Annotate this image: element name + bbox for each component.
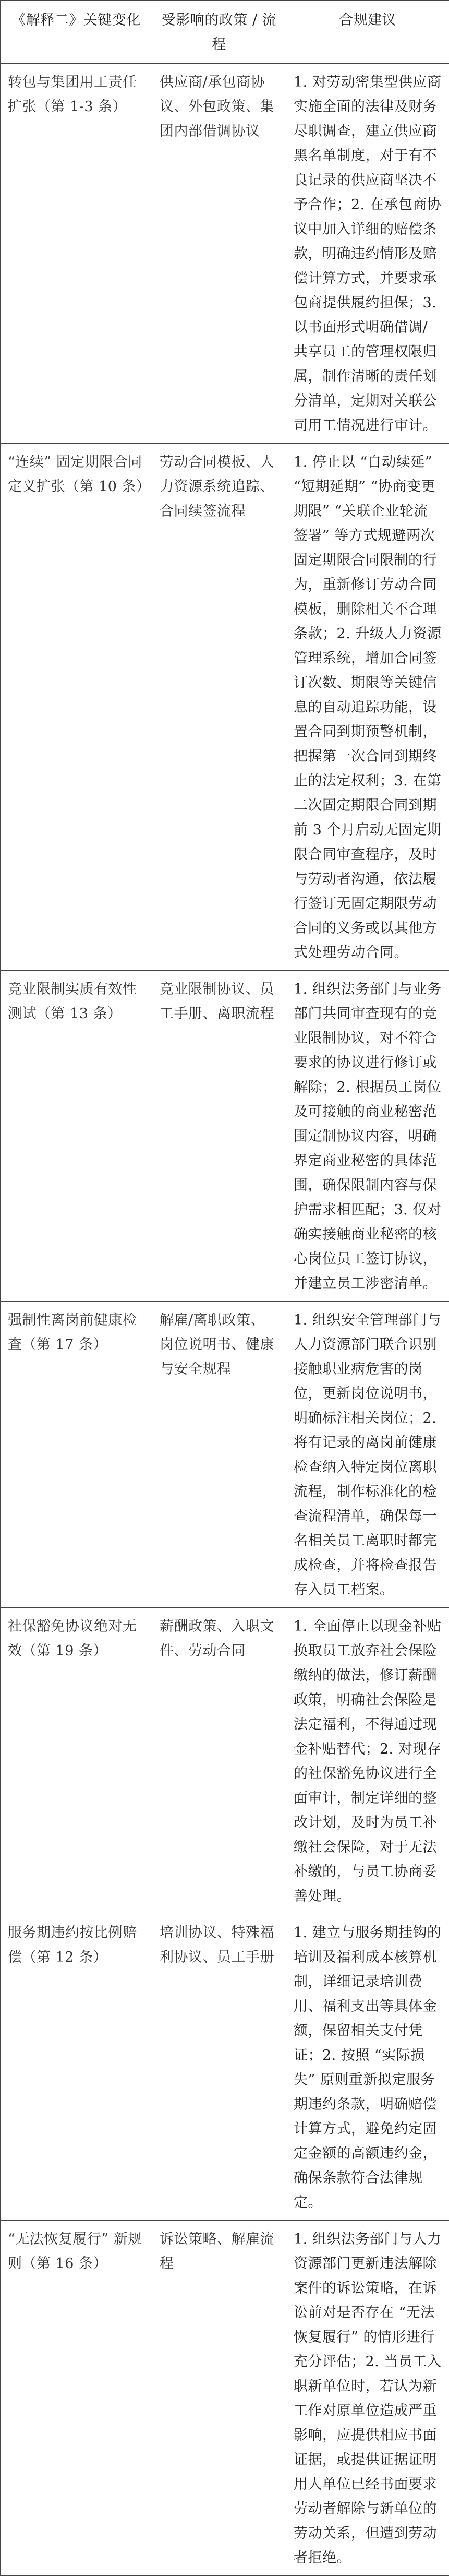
cell-affected-policy: 供应商/承包商协议、外包政策、集团内部借调协议 xyxy=(152,64,286,444)
cell-affected-policy: 培训协议、特殊福利协议、员工手册 xyxy=(152,1914,286,2221)
cell-key-change: 转包与集团用工责任扩张（第 1-3 条） xyxy=(1,64,152,444)
cell-key-change: 强制性离岗前健康检查（第 17 条） xyxy=(1,1302,152,1608)
cell-affected-policy: 薪酬政策、入职文件、劳动合同 xyxy=(152,1608,286,1914)
cell-compliance-advice: 1. 全面停止以现金补贴换取员工放弃社会保险缴纳的做法，修订薪酬政策，明确社会保险是法定福利，不得通过现金补贴替代；2. 对现存的社保豁免协议进行全面审计，制定详细的整改计划，及时为员工补缴社会保险，对于无法补缴的，与员工协商妥善处理。 xyxy=(286,1608,449,1914)
table-row xyxy=(1,1608,449,1914)
table-row xyxy=(1,444,449,971)
header-compliance-advice: 合规建议 xyxy=(286,1,449,64)
cell-compliance-advice: 1. 组织法务部门与人力资源部门更新违法解除案件的诉讼策略，在诉讼前对是否存在 “无法恢复履行” 的情形进行充分评估；2. 当员工入职新单位时，若认为新工作对原单位造成严重影响，应提供相应书面证据，或提供证据证明用人单位已经书面要求劳动者解除与新单位的劳动关系，但遭到劳动者拒绝。 xyxy=(286,2221,449,2576)
cell-key-change: “连续” 固定期限合同定义扩张（第 10 条） xyxy=(1,444,152,971)
cell-affected-policy: 诉讼策略、解雇流程 xyxy=(152,2221,286,2576)
cell-affected-policy: 解雇/离职政策、岗位说明书、健康与安全规程 xyxy=(152,1302,286,1608)
table-row xyxy=(1,2221,449,2576)
cell-key-change: “无法恢复履行” 新规则（第 16 条） xyxy=(1,2221,152,2576)
header-key-change: 《解释二》关键变化 xyxy=(1,1,152,64)
cell-compliance-advice: 1. 停止以 “自动续延” “短期延期” “协商变更期限” “关联企业轮流签署” 等方式规避两次固定期限合同限制的行为，重新修订劳动合同模板，删除相关不合理条款；2. 升级人力资源管理系统，增加合同签订次数、期限等关键信息的自动追踪功能，设置合同到期预警机制，把握第一次合同到期终止的法定权利；3. 在第二次固定期限合同到期前 3 个月启动无固定期限合同审查程序，及时与劳动者沟通，依法履行签订无固定期限劳动合同的义务或以其他方式处理劳动合同。 xyxy=(286,444,449,971)
cell-key-change: 服务期违约按比例赔偿（第 12 条） xyxy=(1,1914,152,2221)
table-body xyxy=(1,64,449,2576)
header-affected-policy: 受影响的政策 / 流程 xyxy=(152,1,286,64)
cell-key-change: 竞业限制实质有效性测试（第 13 条） xyxy=(1,971,152,1302)
cell-compliance-advice: 1. 对劳动密集型供应商实施全面的法律及财务尽职调查，建立供应商黑名单制度，对于有不良记录的供应商坚决不予合作；2. 在承包商协议中加入详细的赔偿条款，明确违约情形及赔偿计算方式，并要求承包商提供履约担保；3. 以书面形式明确借调/共享员工的管理权限归属，制作清晰的责任划分清单，定期对关联公司用工情况进行审计。 xyxy=(286,64,449,444)
table-row xyxy=(1,1914,449,2221)
cell-key-change: 社保豁免协议绝对无效（第 19 条） xyxy=(1,1608,152,1914)
table-row xyxy=(1,971,449,1302)
cell-affected-policy: 竞业限制协议、员工手册、离职流程 xyxy=(152,971,286,1302)
cell-affected-policy: 劳动合同模板、人力资源系统追踪、合同续签流程 xyxy=(152,444,286,971)
cell-compliance-advice: 1. 建立与服务期挂钩的培训及福利成本核算机制，详细记录培训费用、福利支出等具体金额，保留相关支付凭证；2. 按照 “实际损失” 原则重新拟定服务期违约条款，明确赔偿计算方式，避免约定固定金额的高额违约金，确保条款符合法律规定。 xyxy=(286,1914,449,2221)
cell-compliance-advice: 1. 组织安全管理部门与人力资源部门联合识别接触职业病危害的岗位，更新岗位说明书，明确标注相关岗位；2. 将有记录的离岗前健康检查纳入特定岗位离职流程，制作标准化的检查流程清单，确保每一名相关员工离职时都完成检查，并将检查报告存入员工档案。 xyxy=(286,1302,449,1608)
table-row xyxy=(1,1302,449,1608)
table-header xyxy=(1,1,449,64)
table-row xyxy=(1,64,449,444)
header-row xyxy=(1,1,449,64)
cell-compliance-advice: 1. 组织法务部门与业务部门共同审查现有的竞业限制协议，对不符合要求的协议进行修订或解除；2. 根据员工岗位及可接触的商业秘密范围定制协议内容，明确界定商业秘密的具体范围，确保限制内容与保护需求相匹配；3. 仅对确实接触商业秘密的核心岗位员工签订协议，并建立员工涉密清单。 xyxy=(286,971,449,1302)
